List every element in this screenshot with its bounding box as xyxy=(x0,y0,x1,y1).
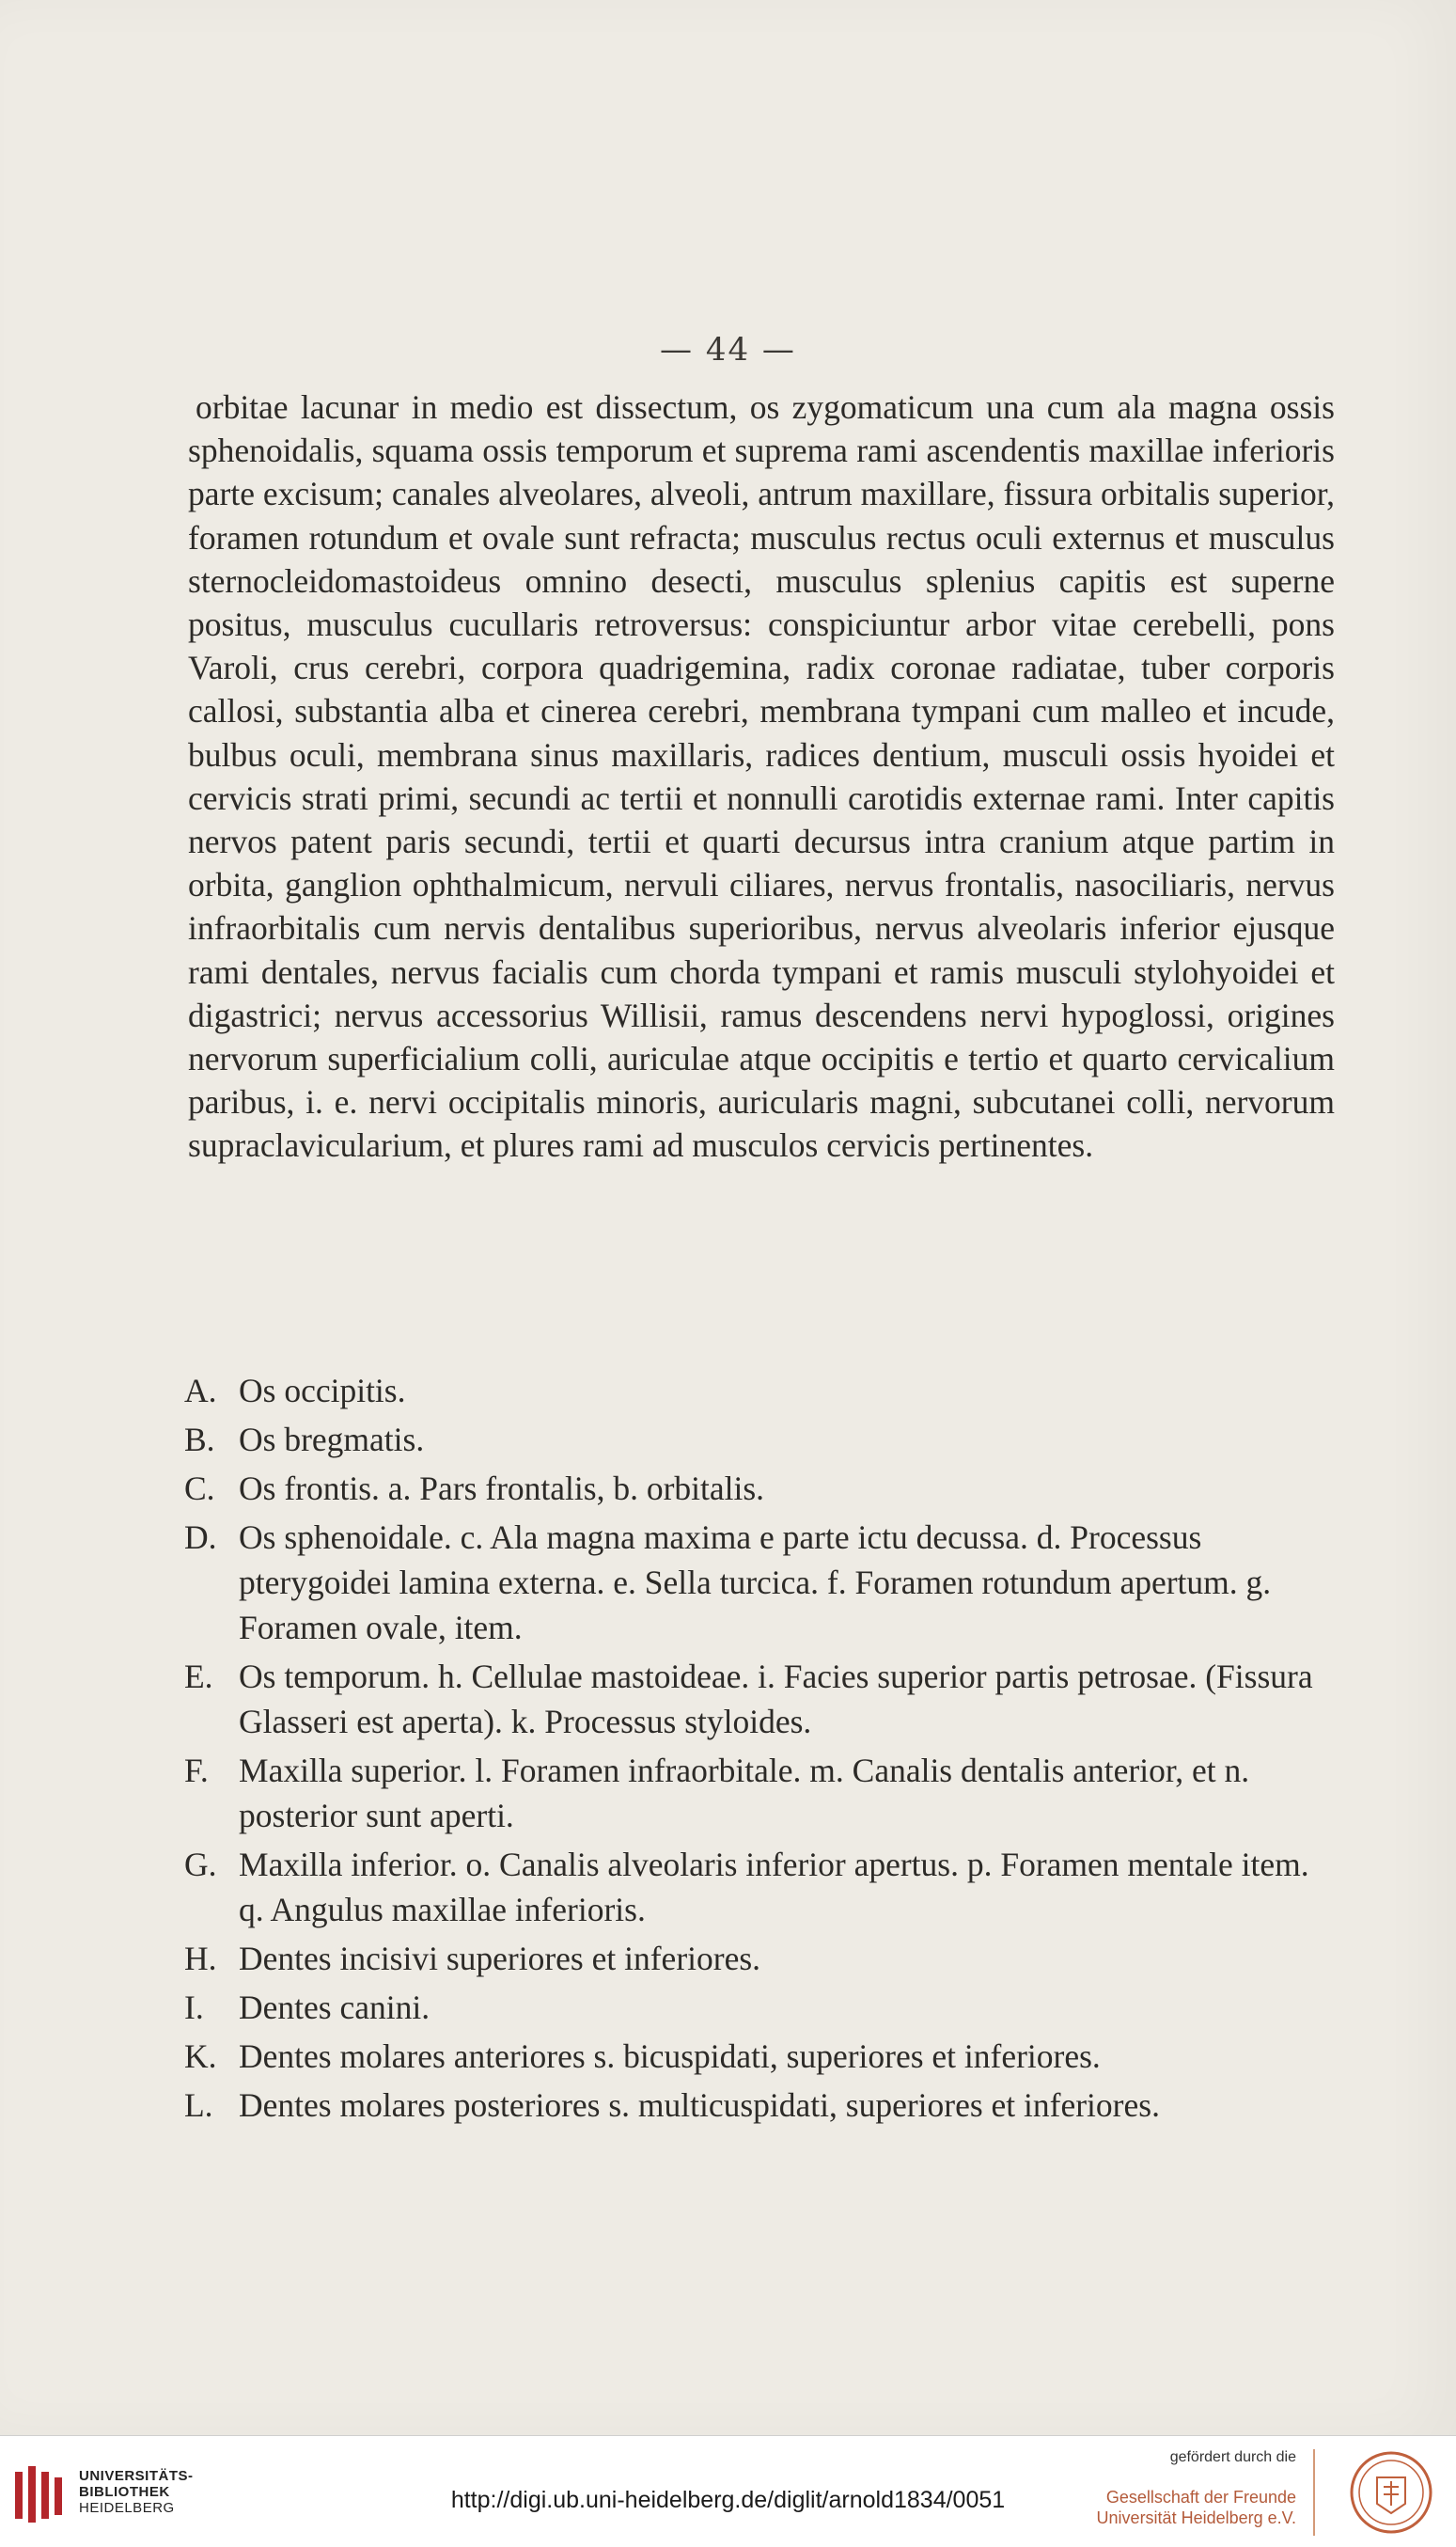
legend-text: Os sphenoidale. c. Ala magna maxima e parte ictu decussa. d. Processus pterygoidei lamina externa. e. Sella turcica. f. Foramen rotundum apertum. g. Foramen ovale, item. xyxy=(239,1518,1272,1646)
legend-text: Dentes molares posteriores s. multicuspidati, superiores et inferiores. xyxy=(239,2086,1160,2124)
legend-letter: A. xyxy=(184,1372,217,1409)
main-paragraph: orbitae lacunar in medio est dissectum, os zygomaticum una cum ala magna ossis sphenoidalis, squama ossis temporum et suprema rami ascendentis maxillae inferioris parte excisum; canales alveolares, alveoli, antrum maxillare, fissura orbitalis superior, foramen rotundum et ovale sunt refracta; musculus rectus oculi externus et musculus sternocleidomastoideus omnino desecti, musculus splenius capitis est superne positus, musculus cucullaris retroversus: conspiciuntur arbor vitae cerebelli, pons Varoli, crus cerebri, corpora quadrigemina, radix coronae radiatae, tuber corporis callosi, substantia alba et cinerea cerebri, membrana tympani cum malleo et incude, bulbus oculi, membrana sinus maxillaris, radices dentium, musculi ossis hyoidei et cervicis strati primi, secundi ac tertii et nonnulli carotidis externae rami. Inter capitis nervos patent paris secundi, tertii et quarti decursus intra cranium atque partim in orbita, ganglion ophthalmicum, nervuli ciliares, nervus frontalis, nasociliaris, nervus infraorbitalis cum nervis dentalibus superioribus, nervus alveolaris inferior ejusque rami dentales, nervus facialis cum chorda tympani et ramis musculi stylohyoidei et digastrici; nervus accessorius Willisii, ramus descendens nervi hypoglossi, origines nervorum superficialium colli, auriculae atque occipitis e tertio et quarto cervicalium paribus, i. e. nervi occipitalis minoris, auricularis magni, subcutanei colli, nervorum supraclavicularium, et plures rami ad musculos cervicis pertinentes. xyxy=(188,388,1335,1165)
legend-letter: G. xyxy=(184,1846,217,1883)
figure-legend xyxy=(184,1368,1333,2131)
legend-text: Dentes molares anteriores s. bicuspidati, superiores et inferiores. xyxy=(239,2037,1101,2075)
legend-entry-l xyxy=(184,2083,1333,2128)
legend-text: Os bregmatis. xyxy=(239,1421,425,1458)
legend-entry-c xyxy=(184,1466,1333,1511)
library-name-line: HEIDELBERG xyxy=(79,2500,175,2516)
permalink-url[interactable]: http://digi.ub.uni-heidelberg.de/diglit/arnold1834/0051 xyxy=(450,2487,1006,2513)
sponsor-label: gefördert durch die xyxy=(1169,2449,1296,2465)
legend-letter: L. xyxy=(184,2086,213,2124)
legend-entry-k xyxy=(184,2034,1333,2079)
legend-text: Dentes incisivi superiores et inferiores. xyxy=(239,1940,761,1977)
library-name-line: UNIVERSITÄTS- xyxy=(79,2468,194,2484)
sponsor-name xyxy=(1097,2487,1296,2528)
legend-entry-g xyxy=(184,1842,1333,1932)
legend-text: Dentes canini. xyxy=(239,1989,431,2026)
legend-text: Os frontis. a. Pars frontalis, b. orbitalis. xyxy=(239,1470,765,1507)
library-name-line: BIBLIOTHEK xyxy=(79,2484,170,2500)
legend-letter: C. xyxy=(184,1470,215,1507)
legend-entry-h xyxy=(184,1936,1333,1981)
page-number: — 44 — xyxy=(660,331,796,369)
sponsor-name-line: Universität Heidelberg e.V. xyxy=(1096,2508,1296,2527)
footer-divider xyxy=(1313,2449,1315,2536)
legend-letter: B. xyxy=(184,1421,215,1458)
sponsor-name-line: Gesellschaft der Freunde xyxy=(1105,2488,1296,2507)
legend-letter: D. xyxy=(184,1518,217,1556)
university-seal-icon xyxy=(1339,2449,1443,2536)
legend-letter: I. xyxy=(184,1989,204,2026)
legend-letter: H. xyxy=(184,1940,217,1977)
legend-text: Maxilla inferior. o. Canalis alveolaris inferior apertus. p. Foramen mentale item. q. Angulus maxillae inferioris. xyxy=(239,1846,1309,1928)
legend-letter: E. xyxy=(184,1658,213,1695)
legend-entry-e xyxy=(184,1654,1333,1744)
legend-entry-f xyxy=(184,1748,1333,1838)
footer-bar xyxy=(0,2435,1456,2547)
legend-text: Os temporum. h. Cellulae mastoideae. i. Facies superior partis petrosae. (Fissura Glasseri est aperta). k. Processus styloides. xyxy=(239,1658,1313,1740)
legend-letter: F. xyxy=(184,1752,209,1789)
legend-entry-b xyxy=(184,1417,1333,1462)
legend-entry-a xyxy=(184,1368,1333,1413)
legend-entry-i xyxy=(184,1985,1333,2030)
legend-text: Maxilla superior. l. Foramen infraorbitale. m. Canalis dentalis anterior, et n. posterior sunt aperti. xyxy=(239,1752,1250,1834)
legend-letter: K. xyxy=(184,2037,217,2075)
legend-entry-d xyxy=(184,1515,1333,1650)
legend-text: Os occipitis. xyxy=(239,1372,406,1409)
body-text xyxy=(188,385,1335,1168)
